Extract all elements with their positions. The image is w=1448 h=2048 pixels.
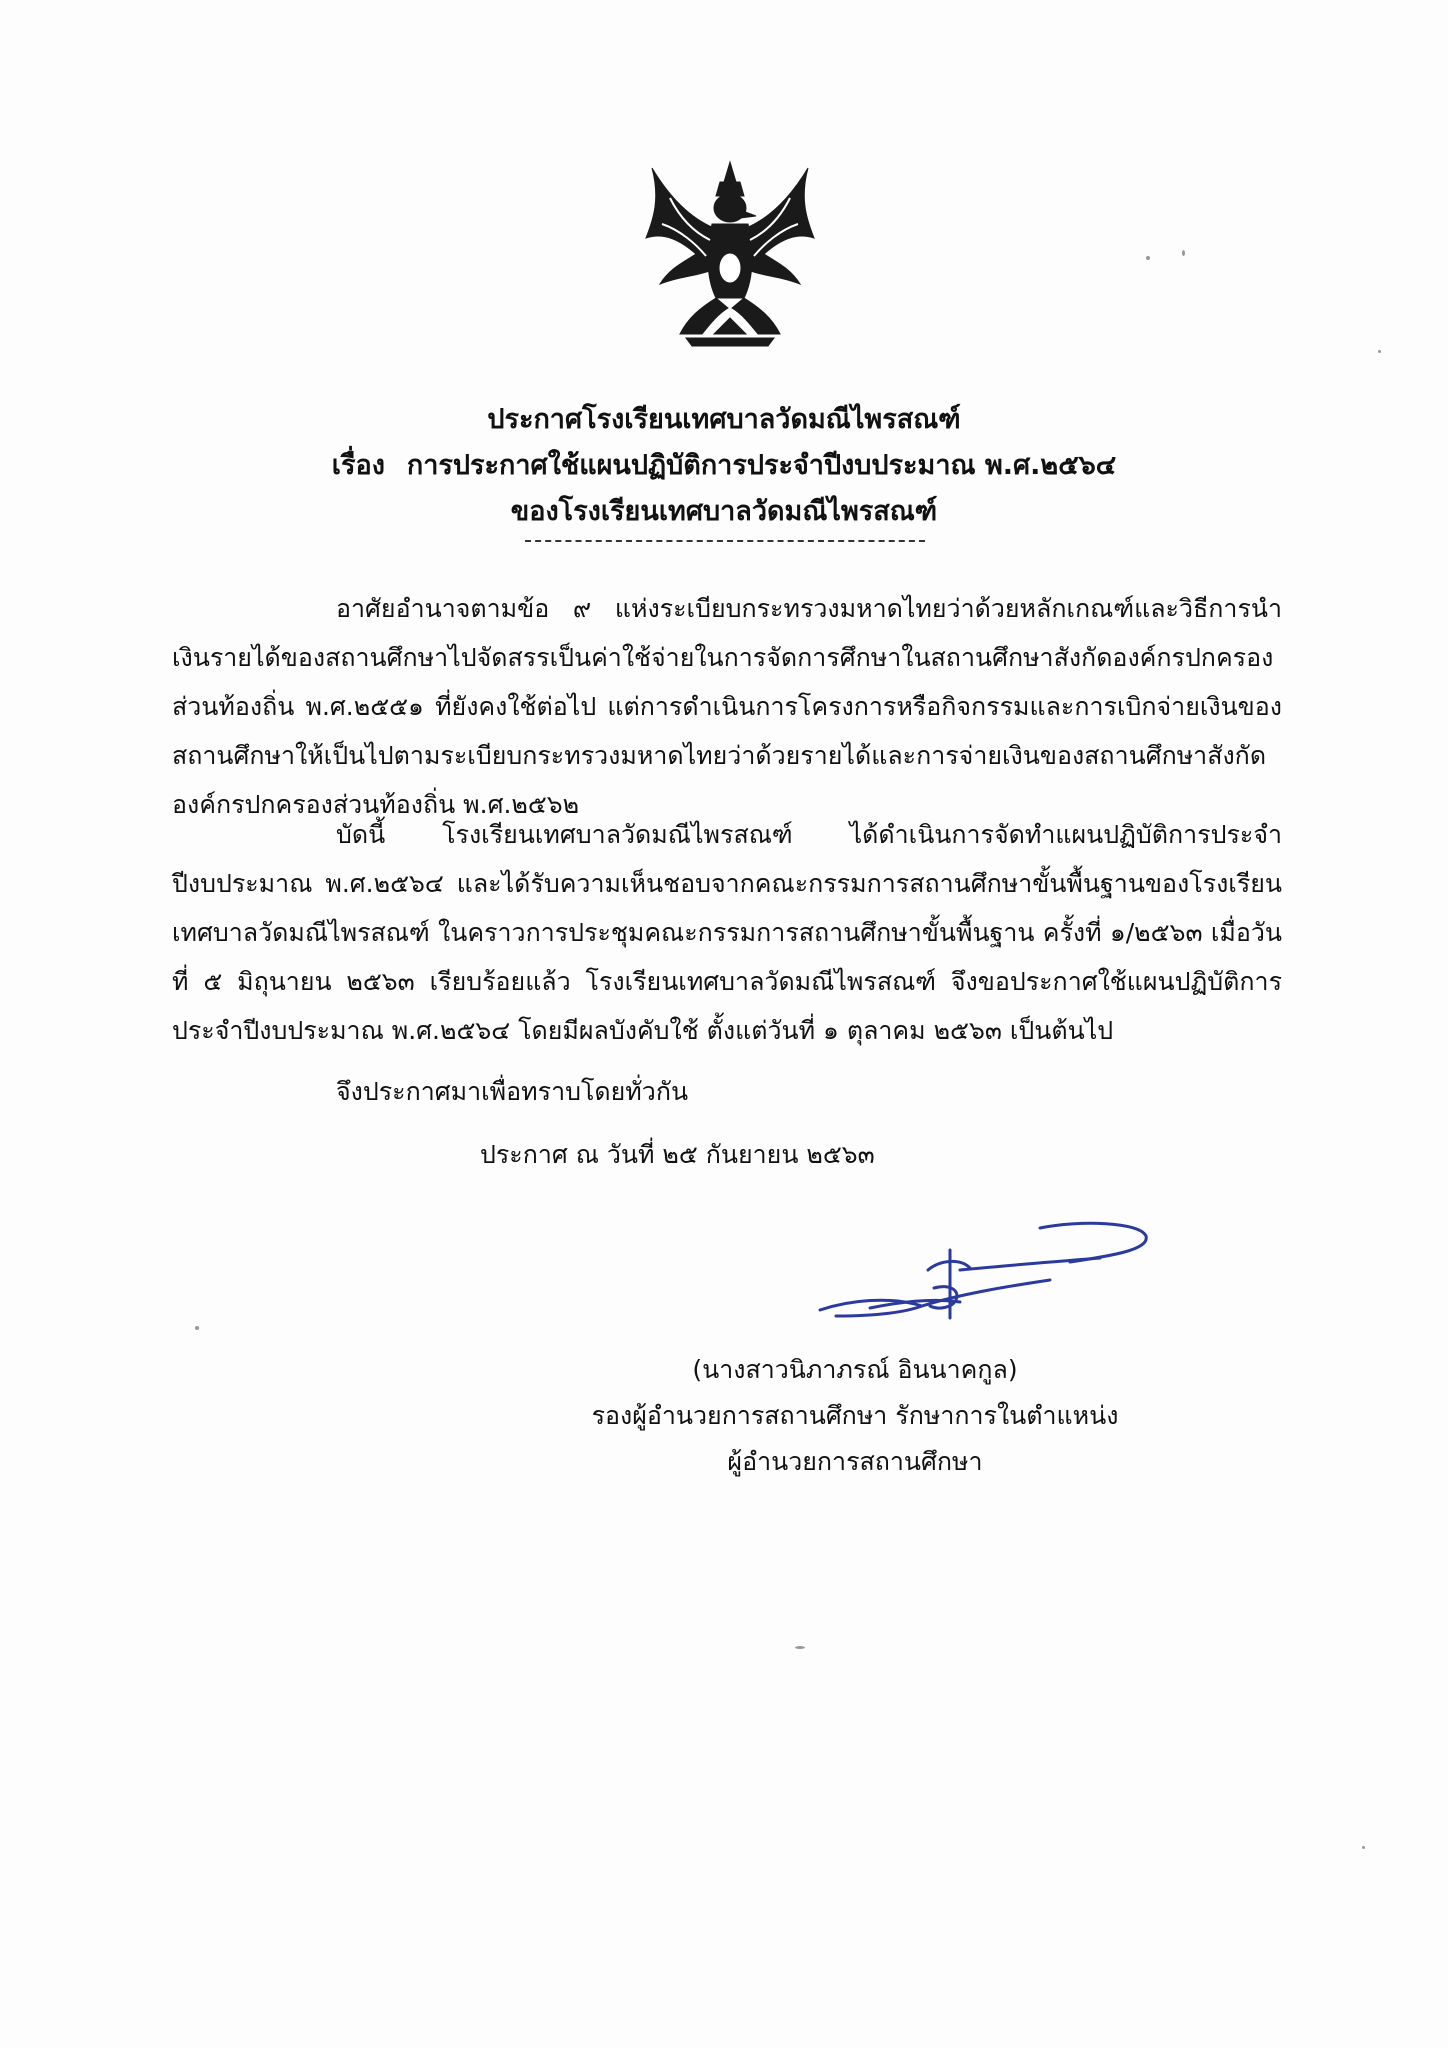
scan-speck [795, 1646, 805, 1649]
announcement-date: ประกาศ ณ วันที่ ๒๕ กันยายน ๒๕๖๓ [480, 1140, 875, 1169]
scan-speck [1146, 256, 1150, 260]
subject-label: เรื่อง [331, 450, 385, 481]
handwritten-signature-icon [810, 1210, 1160, 1335]
signatory-name: (นางสาวนิภาภรณ์ อินนาคกูล) [692, 1355, 1018, 1384]
heading-divider [525, 540, 925, 542]
body-paragraph-1: อาศัยอำนาจตามข้อ ๙ แห่งระเบียบกระทรวงมหาดไทยว่าด้วยหลักเกณฑ์และวิธีการนำเงินรายได้ของสถานศึกษาไปจัดสรรเป็นค่าใช้จ่ายในการจัดการศึกษาในสถานศึกษาสังกัดองค์กรปกครองส่วนท้องถิ่น พ.ศ.๒๕๕๑ ที่ยังคงใช้ต่อไป แต่การดำเนินการโครงการหรือกิจกรรมและการเบิกจ่ายเงินของสถานศึกษาให้เป็นไปตามระเบียบกระทรวงมหาดไทยว่าด้วยรายได้และการจ่ายเงินของสถานศึกษาสังกัดองค์กรปกครองส่วนท้องถิ่น พ.ศ.๒๕๖๒ [172, 594, 1282, 819]
announcement-title: ประกาศโรงเรียนเทศบาลวัดมณีไพรสณฑ์ [487, 404, 961, 435]
garuda-emblem-icon [640, 158, 820, 348]
scan-speck [1362, 1846, 1365, 1849]
subject-line [0, 446, 1448, 486]
closing-statement: จึงประกาศมาเพื่อทราบโดยทั่วกัน [336, 1077, 689, 1106]
scan-speck [195, 1326, 199, 1330]
signatory-position-1: รองผู้อำนวยการสถานศึกษา รักษาการในตำแหน่ง [591, 1401, 1119, 1430]
body-paragraph-2: บัดนี้ โรงเรียนเทศบาลวัดมณีไพรสณฑ์ ได้ดำเนินการจัดทำแผนปฏิบัติการประจำปีงบประมาณ พ.ศ.๒๕๖๔ และได้รับความเห็นชอบจากคณะกรรมการสถานศึกษาขั้นพื้นฐานของโรงเรียนเทศบาลวัดมณีไพรสณฑ์ ในคราวการประชุมคณะกรรมการสถานศึกษาขั้นพื้นฐาน ครั้งที่ ๑/๒๕๖๓ เมื่อวันที่ ๕ มิถุนายน ๒๕๖๓ เรียบร้อยแล้ว โรงเรียนเทศบาลวัดมณีไพรสณฑ์ จึงขอประกาศใช้แผนปฏิบัติการประจำปีงบประมาณ พ.ศ.๒๕๖๔ โดยมีผลบังคับใช้ ตั้งแต่วันที่ ๑ ตุลาคม ๒๕๖๓ เป็นต้นไป [172, 820, 1282, 1045]
scan-speck [1182, 250, 1185, 256]
school-line: ของโรงเรียนเทศบาลวัดมณีไพรสณฑ์ [510, 496, 938, 527]
subject-text: การประกาศใช้แผนปฏิบัติการประจำปีงบประมาณ พ.ศ.๒๕๖๔ [406, 450, 1117, 481]
scan-speck [1378, 350, 1381, 353]
signatory-position-2: ผู้อำนวยการสถานศึกษา [727, 1447, 983, 1476]
